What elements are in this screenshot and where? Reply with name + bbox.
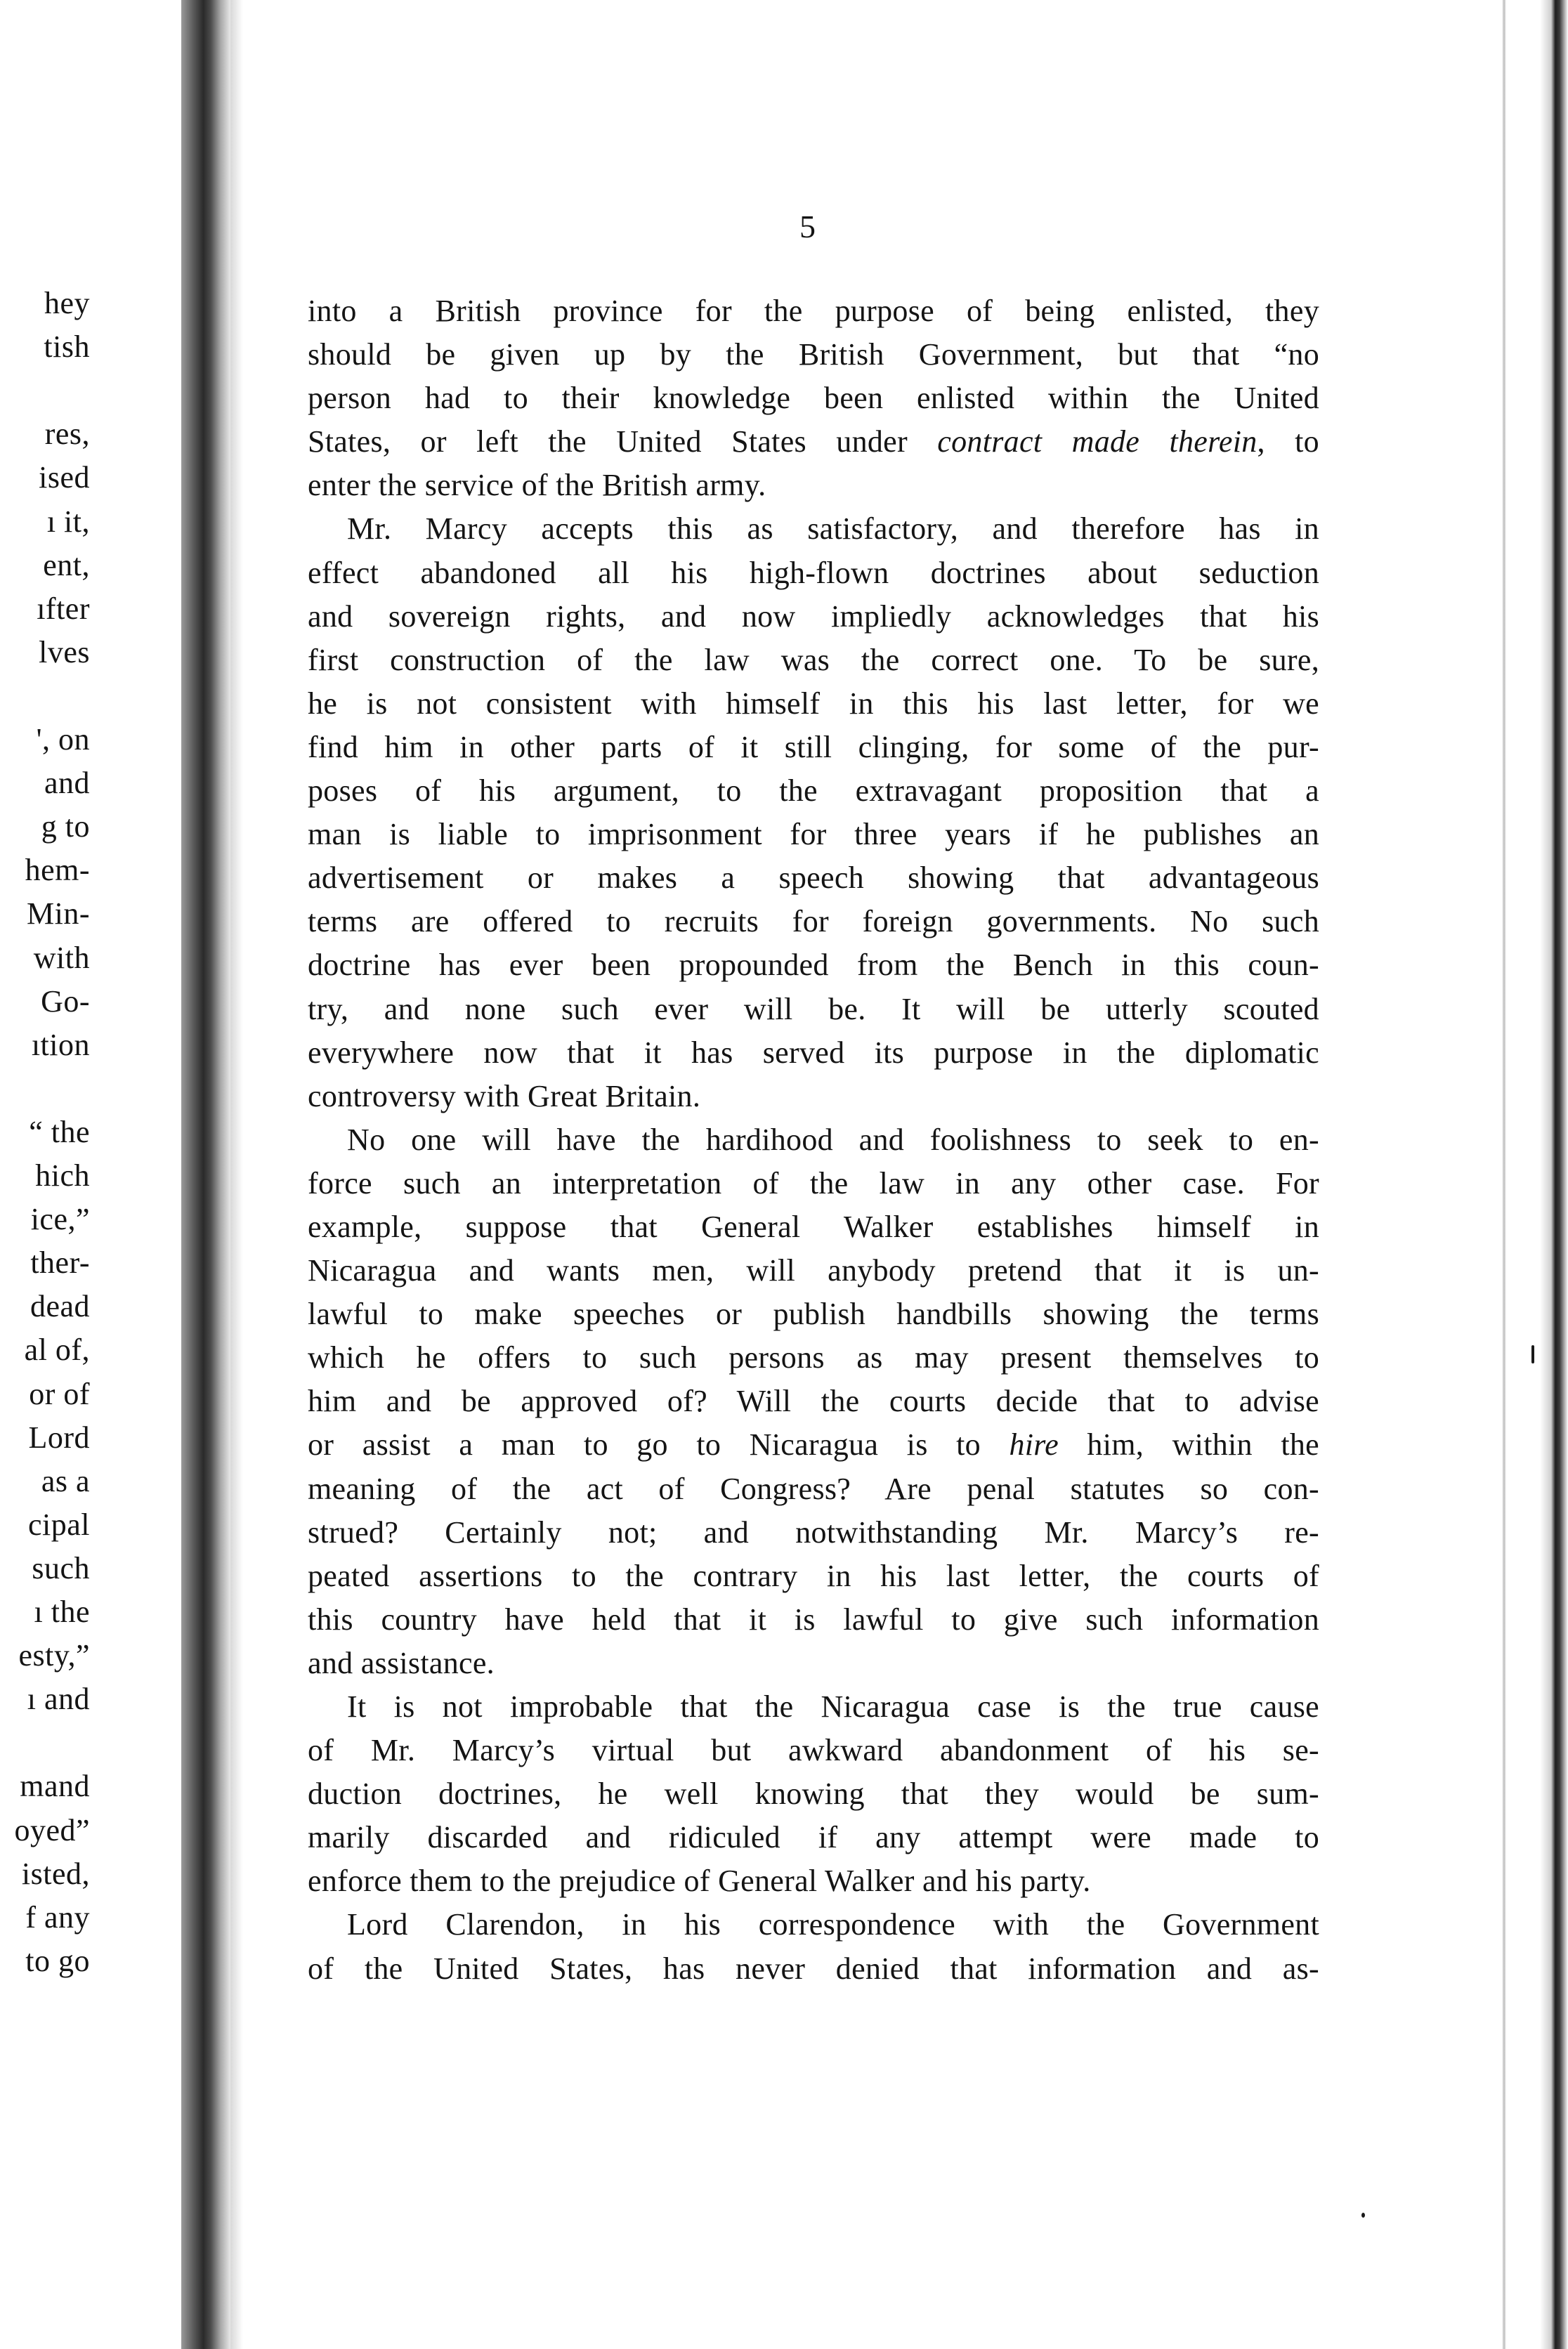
paragraph-2 — [308, 507, 1319, 1118]
italic-text-run: hire — [1009, 1427, 1059, 1463]
text-line: Lord Clarendon, in his correspondence with the Government — [347, 1907, 1319, 1942]
previous-page-line-fragment: ised — [39, 460, 90, 495]
text-line — [308, 1380, 1319, 1423]
text-run: peated assertions to the contrary in his last letter, the courts of — [308, 1558, 1319, 1593]
text-run: enter the service of the British army. — [308, 468, 766, 503]
text-run: strued? Certainly not; and notwithstanding Mr. Marcy’s re- — [308, 1514, 1319, 1550]
text-line: man is liable to imprisonment for three years if he publishes an — [308, 817, 1319, 852]
text-run: Nicaragua and wants men, will anybody pretend that it is un- — [308, 1253, 1319, 1288]
text-line — [308, 1293, 1319, 1336]
text-line: effect abandoned all his high-flown doctrines about seduction — [308, 555, 1319, 590]
previous-page-line-fragment: ice,” — [30, 1202, 90, 1237]
previous-page-line-fragment: ı the — [34, 1595, 90, 1629]
previous-page-line-fragment: Go- — [41, 983, 90, 1019]
text-run: him, within the — [1058, 1427, 1320, 1463]
text-run: force such an interpretation of the law in any other case. For — [308, 1165, 1319, 1200]
scan-speck — [1531, 1345, 1534, 1363]
text-line: It is not improbable that the Nicaragua case is the true cause — [347, 1689, 1319, 1724]
previous-page-line-fragment: to go — [25, 1943, 90, 1978]
text-run: should be given up by the British Government, but that “no — [308, 337, 1319, 372]
text-line — [308, 1467, 1319, 1511]
text-run: into a British province for the purpose of being enlisted, they — [308, 294, 1319, 328]
page-number: 5 — [799, 209, 816, 244]
previous-page-line-fragment: Lord — [28, 1420, 90, 1455]
text-line: terms are offered to recruits for foreign governments. No such — [308, 904, 1319, 939]
italic-text-run: contract made therein — [937, 424, 1257, 459]
previous-page-line-fragment: hem- — [25, 853, 90, 888]
text-line — [308, 1642, 1319, 1685]
text-run: this country have held that it is lawful to give such information — [308, 1602, 1319, 1637]
scan-speck — [1361, 2213, 1365, 2218]
text-line: try, and none such ever will be. It will be utterly scouted — [308, 991, 1319, 1026]
text-line: of Mr. Marcy’s virtual but awkward abandonment of his se- — [308, 1733, 1319, 1768]
previous-page-line-fragment: ıtion — [31, 1027, 90, 1062]
text-run: meaning of the act of Congress? Are penal statutes so con- — [308, 1471, 1319, 1506]
text-run: and assistance. — [308, 1645, 495, 1680]
text-line — [308, 1205, 1319, 1249]
previous-page-line-fragment: mand — [20, 1769, 90, 1804]
previous-page-line-fragment: Min- — [27, 896, 90, 931]
previous-page-line-fragment: cipal — [27, 1507, 90, 1542]
text-line: first construction of the law was the correct one. To be sure, — [308, 642, 1319, 677]
text-line: Mr. Marcy accepts this as satisfactory, and therefore has in — [347, 511, 1319, 547]
previous-page-edge — [0, 0, 181, 2349]
text-run: lawful to make speeches or publish handbills showing the terms — [308, 1297, 1319, 1332]
text-run: or assist a man to go to Nicaragua is to — [308, 1427, 1010, 1463]
text-run: person had to their knowledge been enlisted within the United — [308, 381, 1319, 416]
text-line — [308, 1423, 1319, 1467]
text-line: duction doctrines, he well knowing that they would be sum- — [308, 1777, 1319, 1812]
text-line: he is not consistent with himself in this his last letter, for we — [308, 686, 1319, 721]
previous-page-line-fragment: oyed” — [14, 1812, 90, 1847]
previous-page-line-fragment: f any — [25, 1899, 90, 1935]
paragraph-4 — [308, 1685, 1319, 1903]
text-line — [308, 420, 1319, 464]
text-line: find him in other parts of it still clinging, for some of the pur- — [308, 729, 1319, 764]
previous-page-line-fragment: ı and — [27, 1682, 90, 1717]
text-run: which he offers to such persons as may present themselves to — [308, 1340, 1319, 1375]
text-line — [308, 1249, 1319, 1293]
previous-page-line-fragment: al of, — [24, 1333, 90, 1368]
previous-page-line-fragment: g to — [41, 809, 90, 844]
text-line — [308, 1162, 1319, 1205]
previous-page-line-fragment: res, — [44, 417, 90, 452]
text-line — [308, 1118, 1319, 1162]
text-line: controversy with Great Britain. — [308, 1078, 701, 1113]
text-line: and sovereign rights, and now impliedly acknowledges that his — [308, 598, 1319, 634]
page-body-text — [308, 289, 1319, 1991]
text-line: everywhere now that it has served its purpose in the diplomatic — [308, 1035, 1319, 1070]
text-line: doctrine has ever been propounded from the Bench in this coun- — [308, 948, 1319, 983]
text-run: him and be approved of? Will the courts decide that to advise — [308, 1384, 1319, 1419]
text-run: No one will have the hardihood and foolishness to seek to en- — [347, 1122, 1319, 1157]
text-run: States, or left the United States under — [308, 424, 938, 459]
previous-page-line-fragment: dead — [30, 1289, 90, 1324]
previous-page-line-fragment: or of — [29, 1376, 90, 1411]
previous-page-line-fragment: hey — [44, 286, 90, 320]
text-line: of the United States, has never denied that information and as- — [308, 1951, 1319, 1986]
previous-page-line-fragment: lves — [39, 634, 90, 669]
paragraph-5 — [308, 1903, 1319, 1990]
text-line — [308, 464, 1319, 507]
text-line: poses of his argument, to the extravagant proposition that a — [308, 773, 1319, 809]
previous-page-line-fragment: such — [32, 1550, 90, 1585]
previous-page-line-fragment: esty,” — [18, 1638, 90, 1673]
text-line — [308, 1511, 1319, 1555]
previous-page-line-fragment: ent, — [43, 547, 90, 582]
previous-page-line-fragment: hich — [35, 1158, 90, 1193]
text-line — [308, 1598, 1319, 1642]
previous-page-line-fragment: with — [33, 940, 90, 975]
previous-page-line-fragment: and — [44, 766, 90, 801]
text-line: advertisement or makes a speech showing that advantageous — [308, 861, 1319, 896]
book-gutter-shadow — [181, 0, 230, 2349]
text-line — [308, 377, 1319, 420]
previous-page-line-fragment: tish — [44, 329, 90, 365]
previous-page-line-fragment: as a — [41, 1463, 90, 1498]
book-right-edge — [1540, 0, 1568, 2349]
text-line: marily discarded and ridiculed if any attempt were made to — [308, 1820, 1319, 1855]
previous-page-line-fragment: ther- — [30, 1245, 90, 1281]
text-line — [308, 1555, 1319, 1598]
text-run: , to — [1257, 424, 1319, 459]
previous-page-line-fragment: ı it, — [46, 504, 90, 539]
text-run: example, suppose that General Walker establishes himself in — [308, 1209, 1319, 1244]
text-line — [308, 1336, 1319, 1380]
previous-page-line-fragment: isted, — [21, 1856, 90, 1891]
previous-page-line-fragment: “ the — [29, 1114, 90, 1149]
previous-page-line-fragment: ', on — [36, 722, 90, 757]
paragraph-3 — [308, 1118, 1319, 1685]
text-line — [308, 333, 1319, 377]
paragraph-1 — [308, 289, 1319, 507]
text-line — [308, 289, 1319, 333]
text-line: enforce them to the prejudice of General Walker and his party. — [308, 1864, 1091, 1899]
page-edge-line — [1502, 0, 1506, 2349]
previous-page-line-fragment: ıfter — [37, 591, 90, 626]
gutter-highlight — [230, 0, 243, 2349]
